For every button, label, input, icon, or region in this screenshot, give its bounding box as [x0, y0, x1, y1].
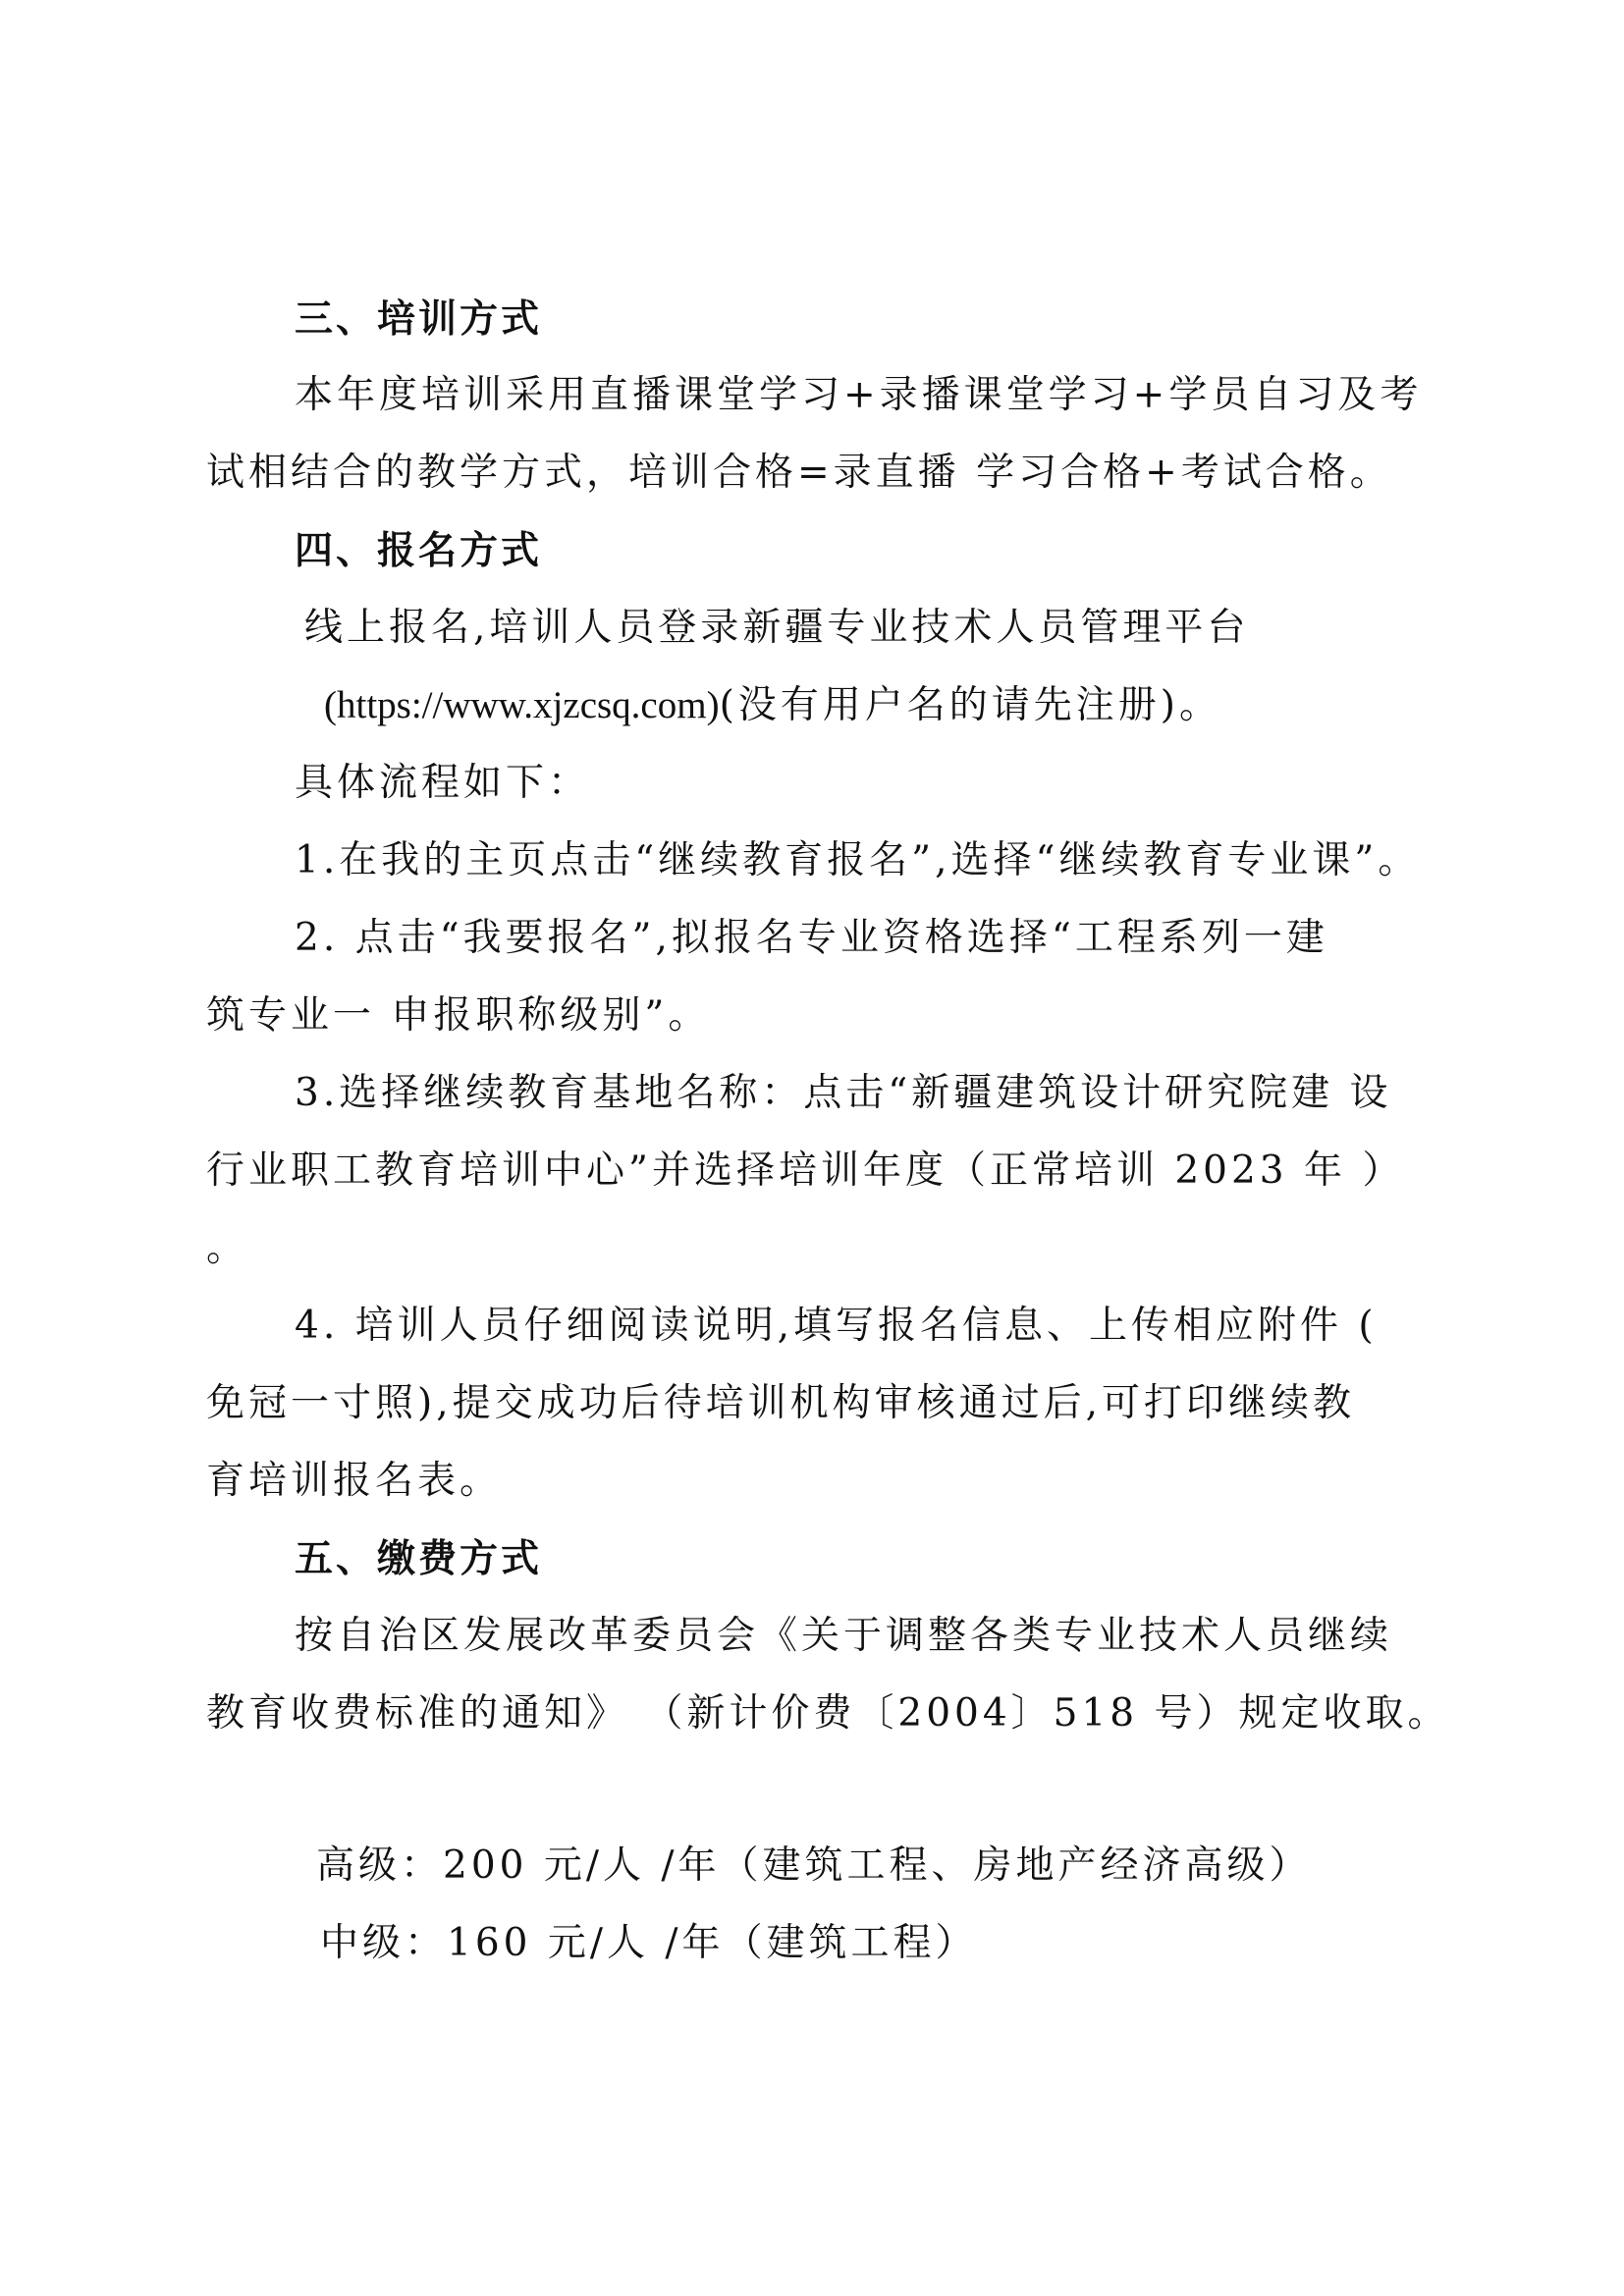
process-step-4-line-3: 育培训报名表。 [206, 1459, 503, 1503]
section-heading-registration-method: 四、报名方式 [295, 528, 543, 573]
process-label: 具体流程如下： [295, 761, 591, 805]
process-step-3-line-3: 。 [206, 1226, 249, 1270]
registration-intro-line-2 [324, 681, 1221, 730]
training-method-text-line-1: 本年度培训采用直播课堂学习+录播课堂学习+学员自习及考 [295, 373, 1423, 417]
registration-intro-line-1: 线上报名,培训人员登录新疆专业技术人员管理平台 [304, 606, 1250, 650]
training-method-text-line-2: 试相结合的教学方式，培训合格=录直播 学习合格+考试合格。 [206, 451, 1392, 495]
registration-note: (没有用户名的请先注册)。 [719, 683, 1222, 727]
platform-url: (https://www.xjzcsq.com) [324, 684, 720, 726]
process-step-2-line-2: 筑专业一 申报职称级别”。 [206, 993, 711, 1038]
process-step-4-line-1: 4. 培训人员仔细阅读说明,填写报名信息、上传相应附件 ( [295, 1304, 1378, 1348]
process-step-3-line-2: 行业职工教育培训中心”并选择培训年度（正常培训 2023 年 ） [206, 1148, 1405, 1193]
process-step-1: 1.在我的主页点击“继续教育报名”,选择“继续教育专业课”。 [295, 838, 1421, 882]
process-step-4-line-2: 免冠一寸照),提交成功后待培训机构审核通过后,可打印继续教 [206, 1381, 1356, 1425]
process-step-3-line-1: 3.选择继续教育基地名称：点击“新疆建筑设计研究院建 设 [295, 1071, 1392, 1115]
payment-text-line-2: 教育收费标准的通知》 （新计价费〔2004〕518 号）规定收取。 [206, 1691, 1450, 1735]
section-heading-payment-method: 五、缴费方式 [295, 1536, 543, 1581]
payment-text-line-1: 按自治区发展改革委员会《关于调整各类专业技术人员继续 [295, 1614, 1393, 1658]
process-step-2-line-1: 2. 点击“我要报名”,拟报名专业资格选择“工程系列一建 [295, 916, 1328, 960]
section-heading-training-method: 三、培训方式 [295, 296, 543, 342]
fee-intermediate-level: 中级：160 元/人 /年（建筑工程） [320, 1921, 978, 1965]
fee-senior-level: 高级：200 元/人 /年（建筑工程、房地产经济高级） [316, 1843, 1312, 1888]
